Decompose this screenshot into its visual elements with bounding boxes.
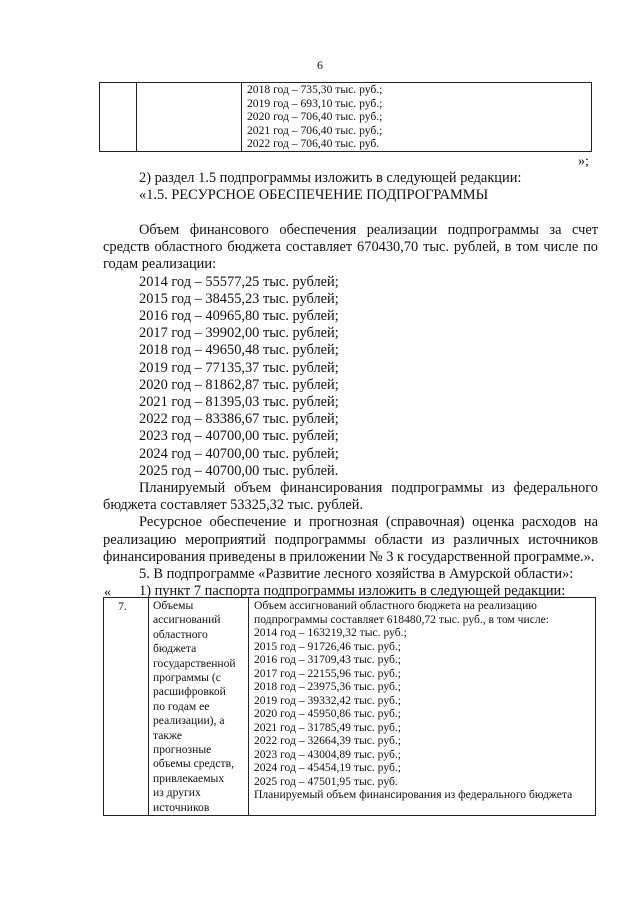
paragraph-resources: Ресурсное обеспечение и прогнозная (справочная) оценка расходов на реализацию мероприятий подпрограммы области из различных источников финансирования приведены в приложении № 3 к государственной программе.».	[103, 514, 598, 565]
list-item: 2016 год – 40965,80 тыс. рублей;	[139, 308, 339, 325]
value-line: 2023 год – 43004,89 тыс. руб.;	[254, 747, 401, 761]
list-item: 2024 год – 40700,00 тыс. рублей;	[139, 445, 339, 462]
body-text	[103, 222, 598, 600]
list-item: 2017 год – 39902,00 тыс. рублей;	[139, 325, 339, 342]
paragraph-intro: Объем финансового обеспечения реализации подпрограммы за счет средств областного бюджета составляет 670430,70 тыс. рублей, в том числе по годам реализации:	[103, 222, 598, 273]
value-line: 2019 год – 39332,42 тыс. руб.;	[254, 693, 401, 707]
name-line: областного	[153, 627, 208, 641]
year-list	[103, 274, 598, 480]
name-line: из других	[153, 786, 201, 800]
name-line: по годам ее	[153, 699, 210, 713]
value-line: 2021 год – 31785,49 тыс. руб.;	[254, 720, 401, 734]
name-line: привлекаемых	[153, 771, 225, 785]
value-line: подпрограммы составляет 618480,72 тыс. руб., в том числе:	[254, 612, 549, 626]
section-heading-block	[103, 170, 598, 204]
table-cell-number: 7.	[104, 598, 149, 816]
value-line: 2014 год – 163219,32 тыс. руб.;	[254, 626, 407, 639]
open-quote: «	[104, 585, 111, 600]
list-item: 2025 год – 40700,00 тыс. рублей.	[139, 462, 339, 479]
item-5-1: 1) пункт 7 паспорта подпрограммы изложить в следующей редакции:	[139, 583, 566, 600]
value-line: 2025 год – 47501,95 тыс. руб.	[254, 774, 398, 788]
name-line: прогнозные	[153, 743, 212, 757]
value-line: 2018 год – 23975,36 тыс. руб.;	[254, 680, 401, 693]
name-line: ассигнований	[153, 613, 221, 627]
table-row: 2020 год – 706,40 тыс. руб.;	[247, 110, 383, 124]
list-item: 2022 год – 83386,67 тыс. рублей;	[139, 411, 339, 428]
table-cell-name	[137, 83, 242, 152]
list-item: 2014 год – 55577,25 тыс. рублей;	[139, 273, 339, 290]
value-line: 2020 год – 45950,86 тыс. руб.;	[254, 707, 401, 720]
list-item: 2023 год – 40700,00 тыс. рублей;	[139, 428, 339, 445]
name-line: расшифровкой	[153, 685, 226, 699]
table-cell-name	[149, 598, 249, 816]
name-line: объемы средств,	[153, 757, 234, 771]
paragraph-federal: Планируемый объем финансирования подпрограммы из федерального бюджета составляет 53325,32 тыс. рублей.	[103, 480, 598, 514]
name-line: источников	[153, 800, 210, 814]
list-item: 2021 год – 81395,03 тыс. рублей;	[139, 394, 339, 411]
table-row: 2018 год – 735,30 тыс. руб.;	[247, 83, 383, 96]
table-cell-values	[242, 83, 592, 152]
value-line: 2016 год – 31709,43 тыс. руб.;	[254, 653, 401, 666]
section-heading-1: 2) раздел 1.5 подпрограммы изложить в следующей редакции:	[139, 170, 522, 186]
page-number: 6	[317, 58, 323, 72]
item-5: 5. В подпрограмме «Развитие лесного хозяйства в Амурской области»:	[139, 566, 574, 583]
name-line: программы (с	[153, 671, 221, 685]
table-cell-values	[249, 598, 596, 816]
table-row: 2021 год – 706,40 тыс. руб.;	[247, 123, 383, 137]
list-item: 2015 год – 38455,23 тыс. рублей;	[139, 290, 339, 307]
name-line: реализации), а	[153, 714, 225, 728]
name-line: государственной	[153, 656, 236, 670]
table-row: 2019 год – 693,10 тыс. руб.;	[247, 96, 383, 110]
name-line: также	[153, 728, 182, 742]
value-line: 2015 год – 91726,46 тыс. руб.;	[254, 639, 401, 653]
value-line: 2024 год – 45454,19 тыс. руб.;	[254, 761, 401, 774]
passport-table	[103, 597, 596, 816]
funding-table-continued	[99, 82, 592, 152]
name-line: бюджета	[153, 642, 197, 656]
value-line: 2017 год – 22155,96 тыс. руб.;	[254, 666, 401, 680]
value-line: Планируемый объем финансирования из федерального бюджета	[254, 788, 573, 801]
list-item: 2019 год – 77135,37 тыс. рублей;	[139, 359, 339, 376]
value-line: Объем ассигнований областного бюджета на реализацию	[254, 599, 537, 612]
value-line: 2022 год – 32664,39 тыс. руб.;	[254, 734, 401, 747]
name-line: Объемы	[153, 599, 194, 612]
closing-quote: »;	[578, 154, 589, 169]
list-item: 2018 год – 49650,48 тыс. рублей;	[139, 342, 339, 359]
list-item: 2020 год – 81862,87 тыс. рублей;	[139, 376, 339, 393]
table-cell-number	[100, 83, 137, 152]
table-row: 2022 год – 706,40 тыс. руб.	[247, 137, 380, 151]
section-heading-2: «1.5. РЕСУРСНОЕ ОБЕСПЕЧЕНИЕ ПОДПРОГРАММЫ	[139, 187, 489, 204]
